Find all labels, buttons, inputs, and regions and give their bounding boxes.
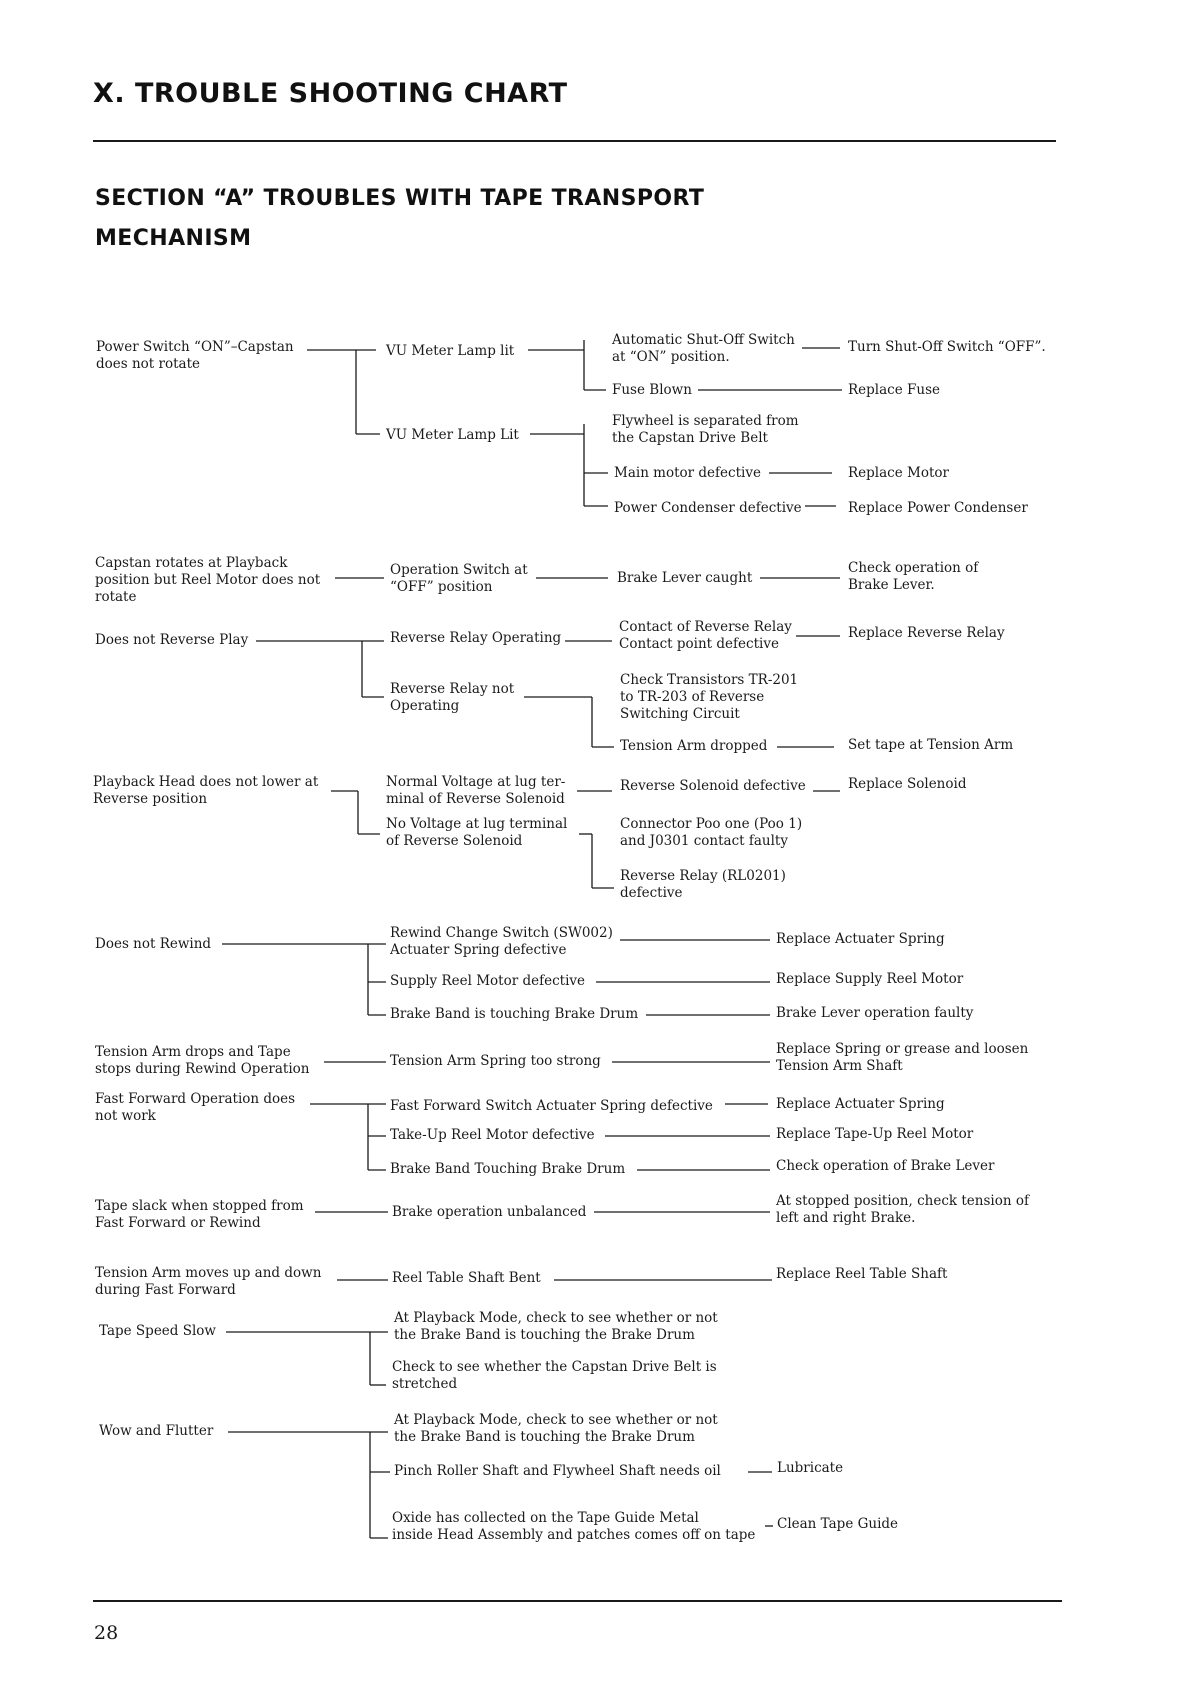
cause-brake-band-touching: Brake Band is touching Brake Drum [390, 1006, 639, 1022]
cause-ff-switch-spring: Fast Forward Switch Actuater Spring defective [390, 1098, 713, 1114]
cause-connector-contact: Connector Poo one (Poo 1) and J0301 contact faulty [620, 816, 803, 849]
cause-flywheel-separated: Flywheel is separated from the Capstan Drive Belt [612, 413, 799, 446]
section-title-line-1: SECTION “A” TROUBLES WITH TAPE TRANSPORT [95, 186, 705, 211]
cause-tension-arm-spring: Tension Arm Spring too strong [390, 1053, 601, 1069]
cause-autoshutoff-on: Automatic Shut-Off Switch at “ON” position. [612, 332, 795, 365]
cause-take-up-reel-motor: Take-Up Reel Motor defective [390, 1127, 595, 1143]
remedy-replace-reel-table-shaft: Replace Reel Table Shaft [776, 1266, 948, 1282]
remedy-lubricate: Lubricate [777, 1460, 844, 1476]
symptom-fast-forward-not-work: Fast Forward Operation does not work [95, 1091, 296, 1124]
remedy-replace-solenoid: Replace Solenoid [848, 776, 967, 792]
cause-supply-reel-motor: Supply Reel Motor defective [390, 973, 585, 989]
cause-fuse-blown: Fuse Blown [612, 382, 692, 398]
cause-main-motor-defective: Main motor defective [614, 465, 761, 481]
check-brake-band-playback: At Playback Mode, check to see whether or not the Brake Band is touching the Brake Drum [394, 1310, 718, 1343]
remedy-replace-reverse-relay: Replace Reverse Relay [848, 625, 1005, 641]
remedy-replace-actuater-spring: Replace Actuater Spring [776, 931, 945, 947]
symptom-tension-arm-drops: Tension Arm drops and Tape stops during Rewind Operation [95, 1044, 310, 1077]
remedy-replace-power-condenser: Replace Power Condenser [848, 500, 1028, 516]
cause-pinch-roller-oil: Pinch Roller Shaft and Flywheel Shaft needs oil [394, 1463, 721, 1479]
section-title-line-2: MECHANISM [95, 226, 252, 251]
check-normal-voltage: Normal Voltage at lug ter- minal of Reverse Solenoid [386, 774, 566, 807]
cause-power-condenser: Power Condenser defective [614, 500, 802, 516]
remedy-replace-take-up-reel-motor: Replace Tape-Up Reel Motor [776, 1126, 974, 1142]
cause-reverse-solenoid: Reverse Solenoid defective [620, 778, 806, 794]
check-reverse-relay-not-operating: Reverse Relay not Operating [390, 681, 515, 714]
remedy-check-brake-tension: At stopped position, check tension of left and right Brake. [776, 1193, 1029, 1226]
check-brake-band-playback-2: At Playback Mode, check to see whether or not the Brake Band is touching the Brake Drum [394, 1412, 718, 1445]
symptom-head-not-lower: Playback Head does not lower at Reverse position [93, 774, 319, 807]
check-operation-switch-off: Operation Switch at “OFF” position [390, 562, 528, 595]
check-no-voltage: No Voltage at lug terminal of Reverse Solenoid [386, 816, 568, 849]
cause-tension-arm-dropped: Tension Arm dropped [620, 738, 768, 754]
cause-brake-lever-caught: Brake Lever caught [617, 570, 753, 586]
symptom-not-reverse-play: Does not Reverse Play [95, 632, 249, 648]
cause-brake-band-touching-2: Brake Band Touching Brake Drum [390, 1161, 626, 1177]
cause-brake-unbalanced: Brake operation unbalanced [392, 1204, 587, 1220]
remedy-brake-lever-faulty: Brake Lever operation faulty [776, 1005, 974, 1021]
remedy-replace-fuse: Replace Fuse [848, 382, 940, 398]
symptom-tape-slack: Tape slack when stopped from Fast Forward or Rewind [95, 1198, 304, 1231]
remedy-replace-spring-grease: Replace Spring or grease and loosen Tension Arm Shaft [776, 1041, 1029, 1074]
cause-rewind-switch-spring: Rewind Change Switch (SW002) Actuater Spring defective [390, 925, 613, 958]
symptom-wow-and-flutter: Wow and Flutter [99, 1423, 214, 1439]
symptom-not-rewind: Does not Rewind [95, 936, 212, 952]
symptom-tape-speed-slow: Tape Speed Slow [99, 1323, 216, 1339]
symptom-reel-motor-not-rotate: Capstan rotates at Playback position but Reel Motor does not rotate [95, 555, 321, 605]
check-vu-lamp-lit-2: VU Meter Lamp Lit [386, 427, 519, 443]
cause-reverse-relay-defective: Reverse Relay (RL0201) defective [620, 868, 786, 901]
remedy-replace-supply-reel-motor: Replace Supply Reel Motor [776, 971, 964, 987]
remedy-replace-motor: Replace Motor [848, 465, 949, 481]
symptom-tension-arm-moves: Tension Arm moves up and down during Fast Forward [95, 1265, 322, 1298]
remedy-clean-tape-guide: Clean Tape Guide [777, 1516, 899, 1532]
check-capstan-belt-stretched: Check to see whether the Capstan Drive Belt is stretched [392, 1359, 717, 1392]
check-vu-lamp-lit: VU Meter Lamp lit [386, 343, 515, 359]
cause-oxide-collected: Oxide has collected on the Tape Guide Metal inside Head Assembly and patches comes off on tape [392, 1510, 756, 1543]
symptom-capstan-not-rotate: Power Switch “ON”–Capstan does not rotate [96, 339, 294, 372]
remedy-set-tape-tension-arm: Set tape at Tension Arm [848, 737, 1014, 753]
page-title: X. TROUBLE SHOOTING CHART [93, 78, 568, 109]
cause-reel-table-shaft-bent: Reel Table Shaft Bent [392, 1270, 541, 1286]
page-number: 28 [94, 1622, 119, 1644]
cause-check-transistors: Check Transistors TR-201 to TR-203 of Reverse Switching Circuit [620, 672, 799, 722]
cause-reverse-relay-contact: Contact of Reverse Relay Contact point defective [619, 619, 792, 652]
remedy-replace-actuater-spring-2: Replace Actuater Spring [776, 1096, 945, 1112]
remedy-turn-shutoff-off: Turn Shut-Off Switch “OFF”. [848, 339, 1046, 355]
remedy-check-brake-lever: Check operation of Brake Lever. [848, 560, 979, 593]
footer-rule [93, 1600, 1062, 1602]
check-reverse-relay-operating: Reverse Relay Operating [390, 630, 562, 646]
remedy-check-brake-lever-2: Check operation of Brake Lever [776, 1158, 995, 1174]
